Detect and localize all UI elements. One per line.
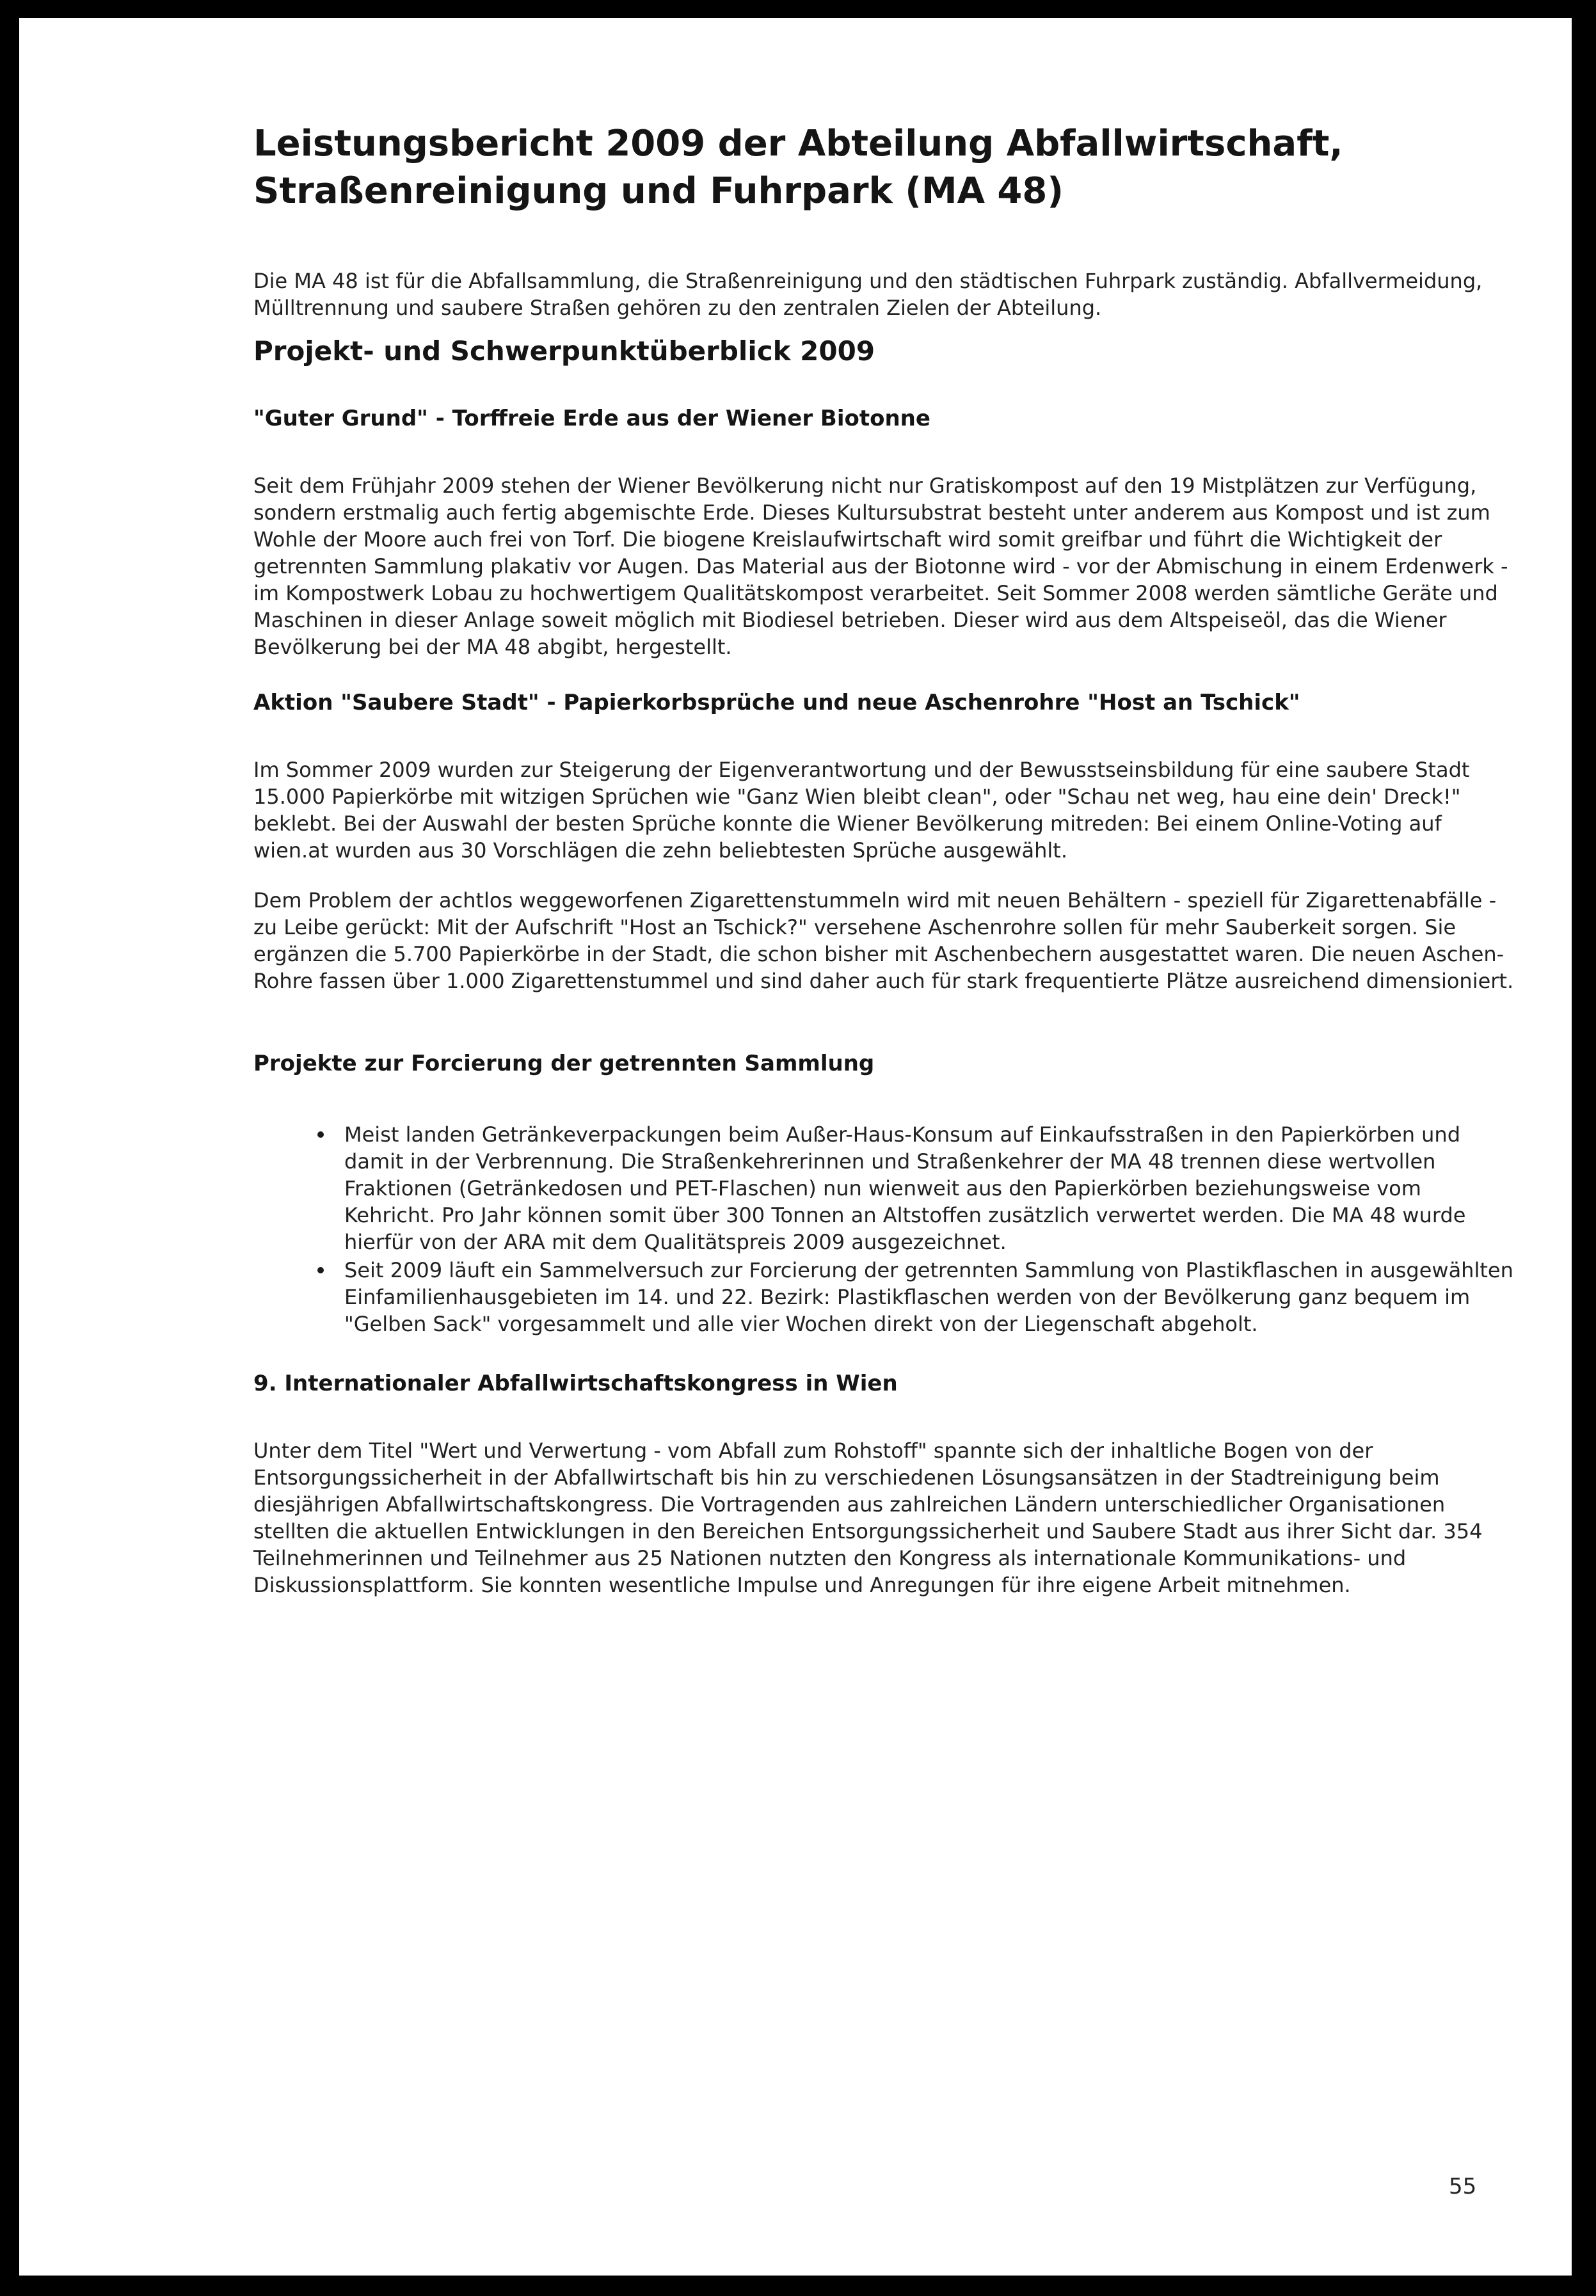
saubere-stadt-block-1	[253, 756, 1514, 864]
saubere-stadt-paragraph-2: Dem Problem der achtlos weggeworfenen Zigarettenstummeln wird mit neuen Behältern - speziell für Zigarettenabfälle - zu Leibe gerückt: Mit der Aufschrift "Host an Tschick?" versehene Aschenrohre sollen für mehr Sauberkeit sorgen. Sie ergänzen die 5.700 Papierkörbe in der Stadt, die schon bisher mit Aschenbechern ausgestattet waren. Die neuen Aschen-Rohre fassen über 1.000 Zigarettenstummel und sind daher auch für stark frequentierte Plätze ausreichend dimensioniert.	[253, 888, 1514, 993]
list-item-text: Meist landen Getränkeverpackungen beim Außer-Haus-Konsum auf Einkaufsstraßen in den Papierkörben und damit in der Verbrennung. Die Straßenkehrerinnen und Straßenkehrer der MA 48 trennen diese wertvollen Fraktionen (Getränkedosen und PET-Flaschen) nun wienweit aus den Papierkörben beziehungsweise vom Kehricht. Pro Jahr können somit über 300 Tonnen an Altstoffen zusätzlich verwertet werden. Die MA 48 wurde hierfür von der ARA mit dem Qualitätspreis 2009 ausgezeichnet.	[344, 1122, 1466, 1254]
saubere-stadt-block-2	[253, 887, 1514, 994]
list-item	[253, 1257, 1514, 1337]
page-title	[253, 120, 1469, 215]
saubere-stadt-paragraph-1: Im Sommer 2009 wurden zur Steigerung der Eigenverantwortung und der Bewusstseinsbildung für eine saubere Stadt 15.000 Papierkörbe mit witzigen Sprüchen wie "Ganz Wien bleibt clean", oder "Schau net weg, hau eine dein' Dreck!" beklebt. Bei der Auswahl der besten Sprüche konnte die Wiener Bevölkerung mitreden: Bei einem Online-Voting auf wien.at wurden aus 30 Vorschlägen die zehn beliebtesten Sprüche ausgewählt.	[253, 758, 1470, 863]
bullet-icon	[317, 1131, 324, 1138]
getrennte-sammlung-heading: Projekte zur Forcierung der getrennten Sammlung	[253, 1051, 875, 1076]
kongress-paragraph: Unter dem Titel "Wert und Verwertung - vom Abfall zum Rohstoff" spannte sich der inhaltliche Bogen von der Entsorgungssicherheit in der Abfallwirtschaft bis hin zu verschiedenen Lösungsansätzen in der Stadtreinigung beim diesjährigen Abfallwirtschaftskongress. Die Vortragenden aus zahlreichen Ländern unterschiedlicher Organisationen stellten die aktuellen Entwicklungen in den Bereichen Entsorgungssicherheit und Saubere Stadt aus ihrer Sicht dar. 354 Teilnehmerinnen und Teilnehmer aus 25 Nationen nutzten den Kongress als internationale Kommunikations- und Diskussionsplattform. Sie konnten wesentliche Impulse und Anregungen für ihre eigene Arbeit mitnehmen.	[253, 1439, 1483, 1597]
page-title-line-1: Leistungsbericht 2009 der Abteilung Abfallwirtschaft,	[253, 123, 1343, 164]
kongress-block	[253, 1437, 1514, 1598]
guter-grund-block	[253, 472, 1514, 660]
saubere-stadt-heading: Aktion "Saubere Stadt" - Papierkorbsprüche und neue Aschenrohre "Host an Tschick"	[253, 690, 1300, 715]
list-item-text: Seit 2009 läuft ein Sammelversuch zur Forcierung der getrennten Sammlung von Plastikflaschen in ausgewählten Einfamilienhausgebieten im 14. und 22. Bezirk: Plastikflaschen werden von der Bevölkerung ganz bequem im "Gelben Sack" vorgesammelt und alle vier Wochen direkt von der Liegenschaft abgeholt.	[344, 1258, 1513, 1336]
page-title-line-2: Straßenreinigung und Fuhrpark (MA 48)	[253, 170, 1064, 212]
intro-paragraph: Die MA 48 ist für die Abfallsammlung, die Straßenreinigung und den städtischen Fuhrpark zuständig. Abfallvermeidung, Mülltrennung und saubere Straßen gehören zu den zentralen Zielen der Abteilung.	[253, 269, 1483, 320]
bullet-icon	[317, 1267, 324, 1273]
page-number: 55	[1449, 2174, 1477, 2199]
kongress-heading: 9. Internationaler Abfallwirtschaftskongress in Wien	[253, 1371, 898, 1396]
intro-block	[253, 267, 1520, 321]
section-heading: Projekt- und Schwerpunktüberblick 2009	[253, 335, 875, 367]
guter-grund-heading: "Guter Grund" - Torffreie Erde aus der Wiener Biotonne	[253, 406, 930, 431]
list-item	[253, 1121, 1514, 1256]
getrennte-sammlung-list	[253, 1121, 1514, 1339]
document-page	[19, 18, 1572, 2276]
guter-grund-paragraph: Seit dem Frühjahr 2009 stehen der Wiener Bevölkerung nicht nur Gratiskompost auf den 19 Mistplätzen zur Verfügung, sondern erstmalig auch fertig abgemischte Erde. Dieses Kultursubstrat besteht unter anderem aus Kompost und ist zum Wohle der Moore auch frei von Torf. Die biogene Kreislaufwirtschaft wird somit greifbar und führt die Wichtigkeit der getrennten Sammlung plakativ vor Augen. Das Material aus der Biotonne wird - vor der Abmischung in einem Erdenwerk - im Kompostwerk Lobau zu hochwertigem Qualitätskompost verarbeitet. Seit Sommer 2008 werden sämtliche Geräte und Maschinen in dieser Anlage soweit möglich mit Biodiesel betrieben. Dieser wird aus dem Altspeiseöl, das die Wiener Bevölkerung bei der MA 48 abgibt, hergestellt.	[253, 474, 1508, 659]
